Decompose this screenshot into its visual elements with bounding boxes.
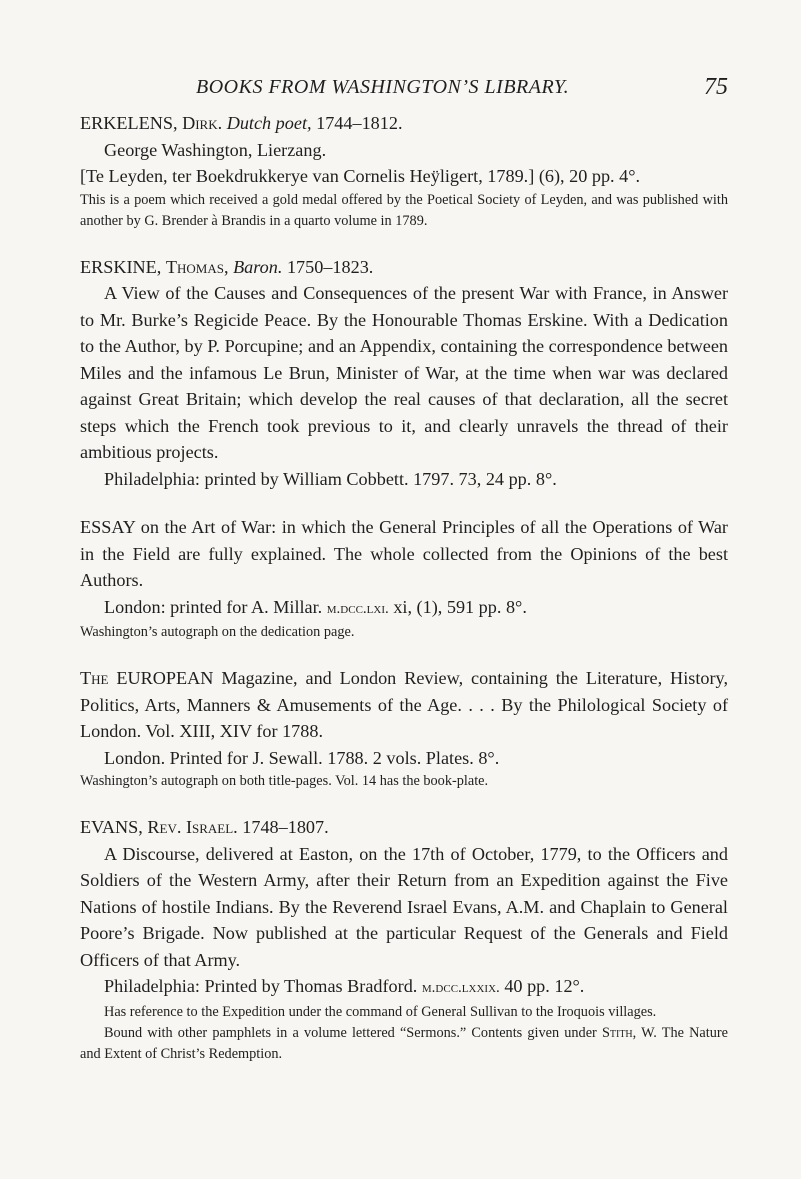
heading-article: The xyxy=(80,668,109,688)
author-forename: Dirk. xyxy=(182,113,223,133)
catalog-entry xyxy=(80,110,728,232)
running-head xyxy=(80,76,728,110)
heading-title: EUROPEAN Magazine, and London Review, containing the Literature, History, Politics, Arts, Manners & Amusements of the Age. . . . By the Philological Society of London. Vol. XIII, XIV for 1788. xyxy=(80,668,728,741)
catalog-entry xyxy=(80,814,728,1065)
author-description: Dutch poet, xyxy=(226,113,312,133)
catalog-entry xyxy=(80,665,728,792)
entry-title: A View of the Causes and Consequences of the present War with France, in Answer to Mr. Burke’s Regicide Peace. By the Honourable Thomas Erskine. With a Dedication to the Author, by P. Porcupine; and an Appendix, containing the correspondence between Miles and the infamous Le Brun, Minister of War, at the time when war was declared against Great Britain; which develop the real causes of that declaration, all the secret steps which the French took previous to it, and clearly unravels the thread of their ambitious projects. xyxy=(80,283,728,462)
entry-heading xyxy=(80,110,728,137)
author-title: Baron. xyxy=(228,256,283,277)
catalog-entry xyxy=(80,514,728,643)
page-number: 75 xyxy=(704,74,728,100)
entry-note: Washington’s autograph on the dedication page. xyxy=(80,624,355,640)
entry-imprint xyxy=(80,973,728,1002)
author-dates: 1750–1823. xyxy=(282,256,374,277)
entry-note xyxy=(80,1023,728,1065)
note-text: Bound with other pamphlets in a volume lettered “Sermons.” Contents given under xyxy=(104,1024,602,1041)
entry-imprint: London. Printed for J. Sewall. 1788. 2 vols. Plates. 8°. xyxy=(104,747,500,768)
imprint-text: Philadelphia: Printed by Thomas Bradford. xyxy=(104,976,422,996)
entry-imprint: Philadelphia: printed by William Cobbett. 1797. 73, 24 pp. 8°. xyxy=(104,468,557,489)
entry-title: A Discourse, delivered at Easton, on the 17th of October, 1779, to the Officers and Soldiers of the Western Army, after their Return from an Expedition against the Five Nations of hostile Indians. By the Reverend Israel Evans, A.M. and Chaplain to General Poore’s Brigade. Now published at the particular Request of the Generals and Field Officers of that Army. xyxy=(80,843,728,970)
author-dates: 1744–1812. xyxy=(311,113,403,133)
author-dates: 1748–1807. xyxy=(237,817,329,837)
note-text: The Nature and Extent of Christ’s Redemption. xyxy=(80,1024,729,1062)
author-forename: Rev. Israel. xyxy=(147,817,238,837)
running-head-title: BOOKS FROM WASHINGTON’S LIBRARY. xyxy=(196,76,570,98)
imprint-collation: 40 pp. 12°. xyxy=(499,976,585,996)
entry-imprint xyxy=(80,594,728,623)
entry-note: Has reference to the Expedition under the command of General Sullivan to the Iroquois villages. xyxy=(104,1003,657,1020)
imprint-collation: xi, (1), 591 pp. 8°. xyxy=(388,596,527,617)
entry-imprint: [Te Leyden, ter Boekdrukkerye van Cornelis Heÿligert, 1789.] (6), 20 pp. 4°. xyxy=(80,166,641,186)
entry-heading xyxy=(80,254,728,281)
entry-heading xyxy=(80,814,728,841)
entry-heading xyxy=(80,665,728,745)
entry-note: Washington’s autograph on both title-pages. Vol. 14 has the book-plate. xyxy=(80,773,489,789)
book-page xyxy=(80,76,728,1065)
imprint-date: m.dcc.lxxix. xyxy=(421,980,500,996)
author-surname: ERKELENS, xyxy=(80,113,183,133)
cross-reference: Stith, W. xyxy=(601,1024,657,1041)
entry-heading: ESSAY on the Art of War: in which the General Principles of all the Operations of War in the Field are fully explained. The whole collected from the Opinions of the best Authors. xyxy=(80,517,728,590)
catalog-entry xyxy=(80,254,728,493)
imprint-text: London: printed for A. Millar. xyxy=(104,596,327,617)
entry-note: This is a poem which received a gold medal offered by the Poetical Society of Leyden, and was published with another by G. Brender à Brandis in a quarto volume in 1789. xyxy=(80,191,728,229)
entry-title: George Washington, Lierzang. xyxy=(104,139,327,160)
author-forename: Thomas, xyxy=(165,256,229,277)
imprint-date: m.dcc.lxi. xyxy=(326,600,389,617)
author-surname: ERSKINE, xyxy=(80,256,166,277)
author-surname: EVANS, xyxy=(80,817,148,837)
